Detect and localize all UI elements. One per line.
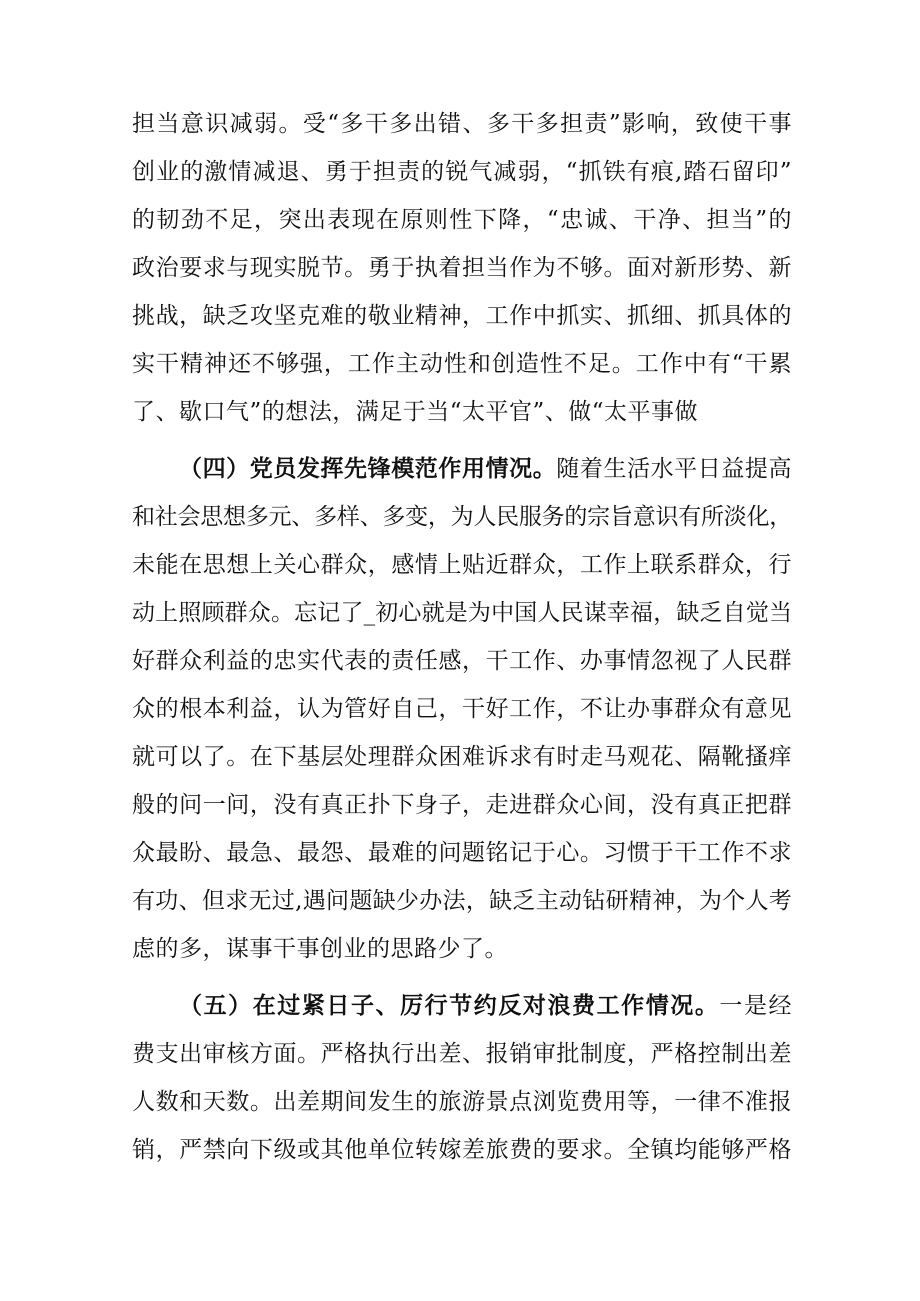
paragraph-line: 人数和天数。出差期间发生的旅游景点浏览费用等，一律不准报 [132,1089,792,1115]
paragraph-line: 挑战，缺乏攻坚克难的敬业精神，工作中抓实、抓细、抓具体的 [132,303,792,329]
paragraph-line: 般的问一问，没有真正扑下身子，走进群众心间，没有真正把群 [132,792,792,818]
paragraph-line: 和社会思想多元、多样、多变，为人民服务的宗旨意识有所淡化， [132,504,792,530]
paragraph-line: 费支出审核方面。严格执行出差、报销审批制度，严格控制出差 [132,1041,792,1067]
paragraph-line: 众最盼、最急、最怨、最难的问题铭记于心。习惯于干工作不求 [132,840,792,866]
paragraph-line: 销，严禁向下级或其他单位转嫁差旅费的要求。全镇均能够严格 [132,1137,792,1163]
section-five-first-line-text: 一是经 [719,993,792,1019]
paragraph-line: 未能在思想上关心群众，感情上贴近群众，工作上联系群众，行 [132,552,792,578]
section-five-first-line [179,986,792,1026]
paragraph-line: 了、歇口气”的想法，满足于当“太平官”、做“太平事做 [132,399,699,425]
section-four-first-line [179,449,792,489]
paragraph-line: 的韧劲不足，突出表现在原则性下降，“忠诚、干净、担当”的 [132,207,792,233]
paragraph-line: 有功、但求无过,遇问题缺少办法，缺乏主动钻研精神，为个人考 [132,888,792,914]
paragraph-line: 就可以了。在下基层处理群众困难诉求有时走马观花、隔靴搔痒 [132,744,792,770]
paragraph-line: 众的根本利益，认为管好自己，干好工作，不让办事群众有意见 [132,696,792,722]
paragraph-line: 动上照顾群众。忘记了_初心就是为中国人民谋幸福，缺乏自觉当 [132,600,792,626]
paragraph-line: 担当意识减弱。受“多干多出错、多干多担责”影响，致使干事 [132,111,792,137]
section-five-heading: （五）在过紧日子、厉行节约反对浪费工作情况。 [179,993,720,1019]
section-four-first-line-text: 随着生活水平日益提高 [556,456,793,482]
paragraph-line: 虑的多，谋事干事创业的思路少了。 [132,936,508,962]
section-four-heading: （四）党员发挥先锋模范作用情况。 [179,456,557,482]
paragraph-line: 好群众利益的忠实代表的责任感，干工作、办事情忽视了人民群 [132,648,792,674]
paragraph-line: 实干精神还不够强，工作主动性和创造性不足。工作中有“干累 [132,351,792,377]
paragraph-line: 政治要求与现实脱节。勇于执着担当作为不够。面对新形势、新 [132,255,792,281]
paragraph-line: 创业的激情减退、勇于担责的锐气减弱，“抓铁有痕,踏石留印” [132,159,792,185]
